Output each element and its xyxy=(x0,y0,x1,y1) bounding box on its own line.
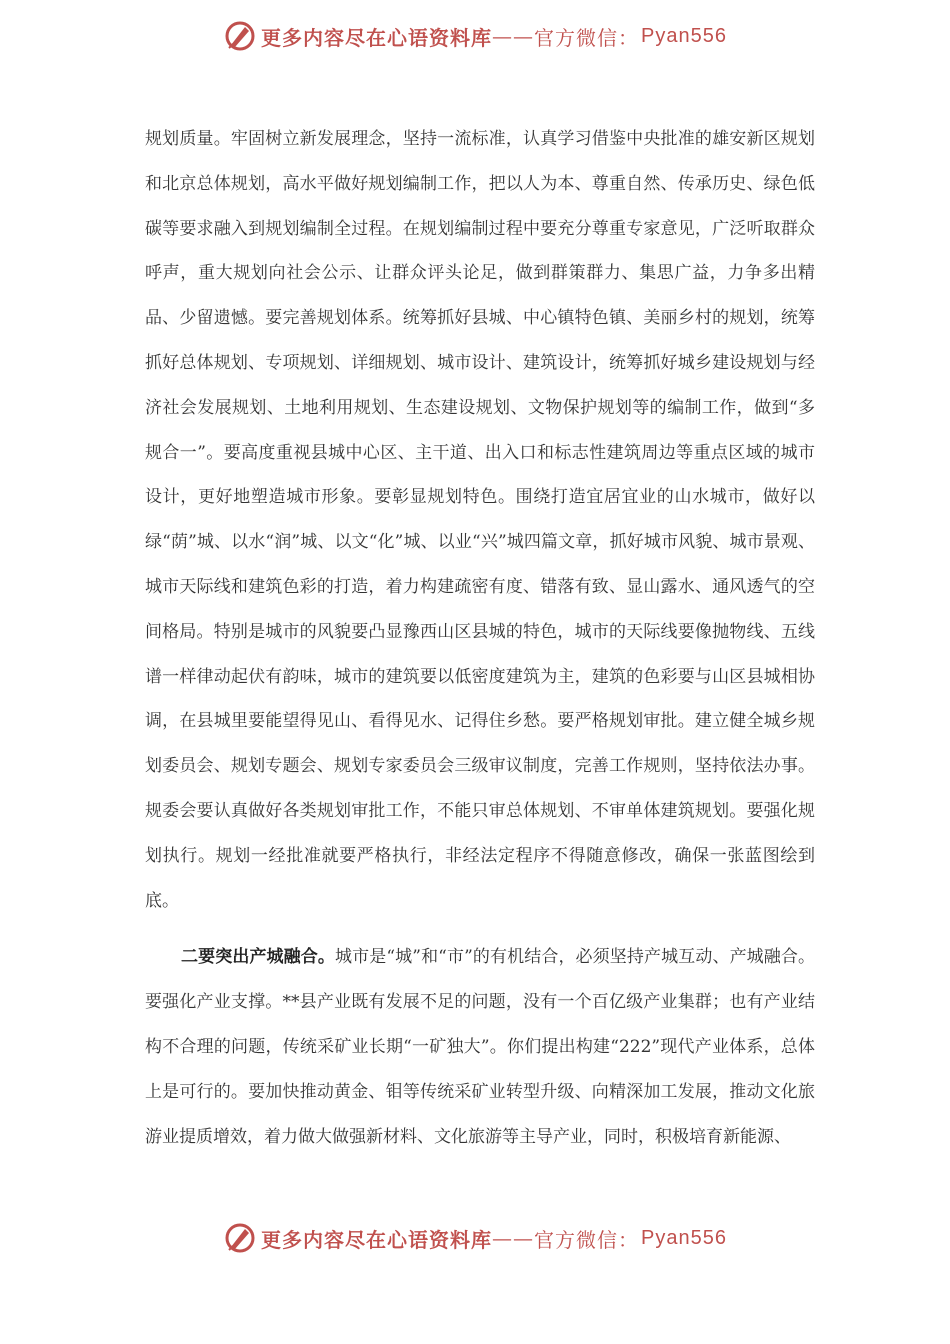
footer-banner xyxy=(0,1218,950,1258)
header-banner xyxy=(0,16,950,56)
brand-name: 更多内容尽在心语资料库 xyxy=(261,1227,493,1252)
brand-logo-icon xyxy=(223,1221,257,1255)
section-text: 城市是“城”和“市”的有机结合，必须坚持产城互动、产城融合。要强化产业支撑。**县产业既有发展不足的问题，没有一个百亿级产业集群；也有产业结构不合理的问题，传统采矿业长期“一矿独大”。你们提出构建“222”现代产业体系，总体上是可行的。要加快推动黄金、钼等传统采矿业转型升级、向精深加工发展，推动文化旅游业提质增效，着力做大做强新材料、文化旅游等主导产业，同时，积极培育新能源、 xyxy=(145,947,816,1147)
wechat-label: 官方微信： xyxy=(534,1227,640,1252)
wechat-account: Pyan556 xyxy=(641,24,727,47)
banner-separator: —— xyxy=(492,1226,535,1250)
brand-name: 更多内容尽在心语资料库 xyxy=(261,25,493,50)
body-paragraph xyxy=(145,935,815,1159)
document-body xyxy=(145,117,815,1159)
wechat-label: 官方微信： xyxy=(534,25,640,50)
wechat-account: Pyan556 xyxy=(641,1226,727,1249)
brand-logo-icon xyxy=(223,19,257,53)
section-heading: 二要突出产城融合。 xyxy=(181,947,336,968)
body-paragraph: 规划质量。牢固树立新发展理念，坚持一流标准，认真学习借鉴中央批准的雄安新区规划和北京总体规划，高水平做好规划编制工作，把以人为本、尊重自然、传承历史、绿色低碳等要求融入到规划编制全过程。在规划编制过程中要充分尊重专家意见，广泛听取群众呼声，重大规划向社会公示、让群众评头论足，做到群策群力、集思广益，力争多出精品、少留遗憾。要完善规划体系。统筹抓好县城、中心镇特色镇、美丽乡村的规划，统筹抓好总体规划、专项规划、详细规划、城市设计、建筑设计，统筹抓好城乡建设规划与经济社会发展规划、土地利用规划、生态建设规划、文物保护规划等的编制工作，做到“多规合一”。要高度重视县城中心区、主干道、出入口和标志性建筑周边等重点区域的城市设计，更好地塑造城市形象。要彰显规划特色。围绕打造宜居宜业的山水城市，做好以绿“荫”城、以水“润”城、以文“化”城、以业“兴”城四篇文章，抓好城市风貌、城市景观、城市天际线和建筑色彩的打造，着力构建疏密有度、错落有致、显山露水、通风透气的空间格局。特别是城市的风貌要凸显豫西山区县城的特色，城市的天际线要像抛物线、五线谱一样律动起伏有韵味，城市的建筑要以低密度建筑为主，建筑的色彩要与山区县城相协调，在县城里要能望得见山、看得见水、记得住乡愁。要严格规划审批。建立健全城乡规划委员会、规划专题会、规划专家委员会三级审议制度，完善工作规则，坚持依法办事。规委会要认真做好各类规划审批工作，不能只审总体规划、不审单体建筑规划。要强化规划执行。规划一经批准就要严格执行，非经法定程序不得随意修改，确保一张蓝图绘到底。 xyxy=(145,129,815,911)
banner-separator: —— xyxy=(492,24,535,48)
